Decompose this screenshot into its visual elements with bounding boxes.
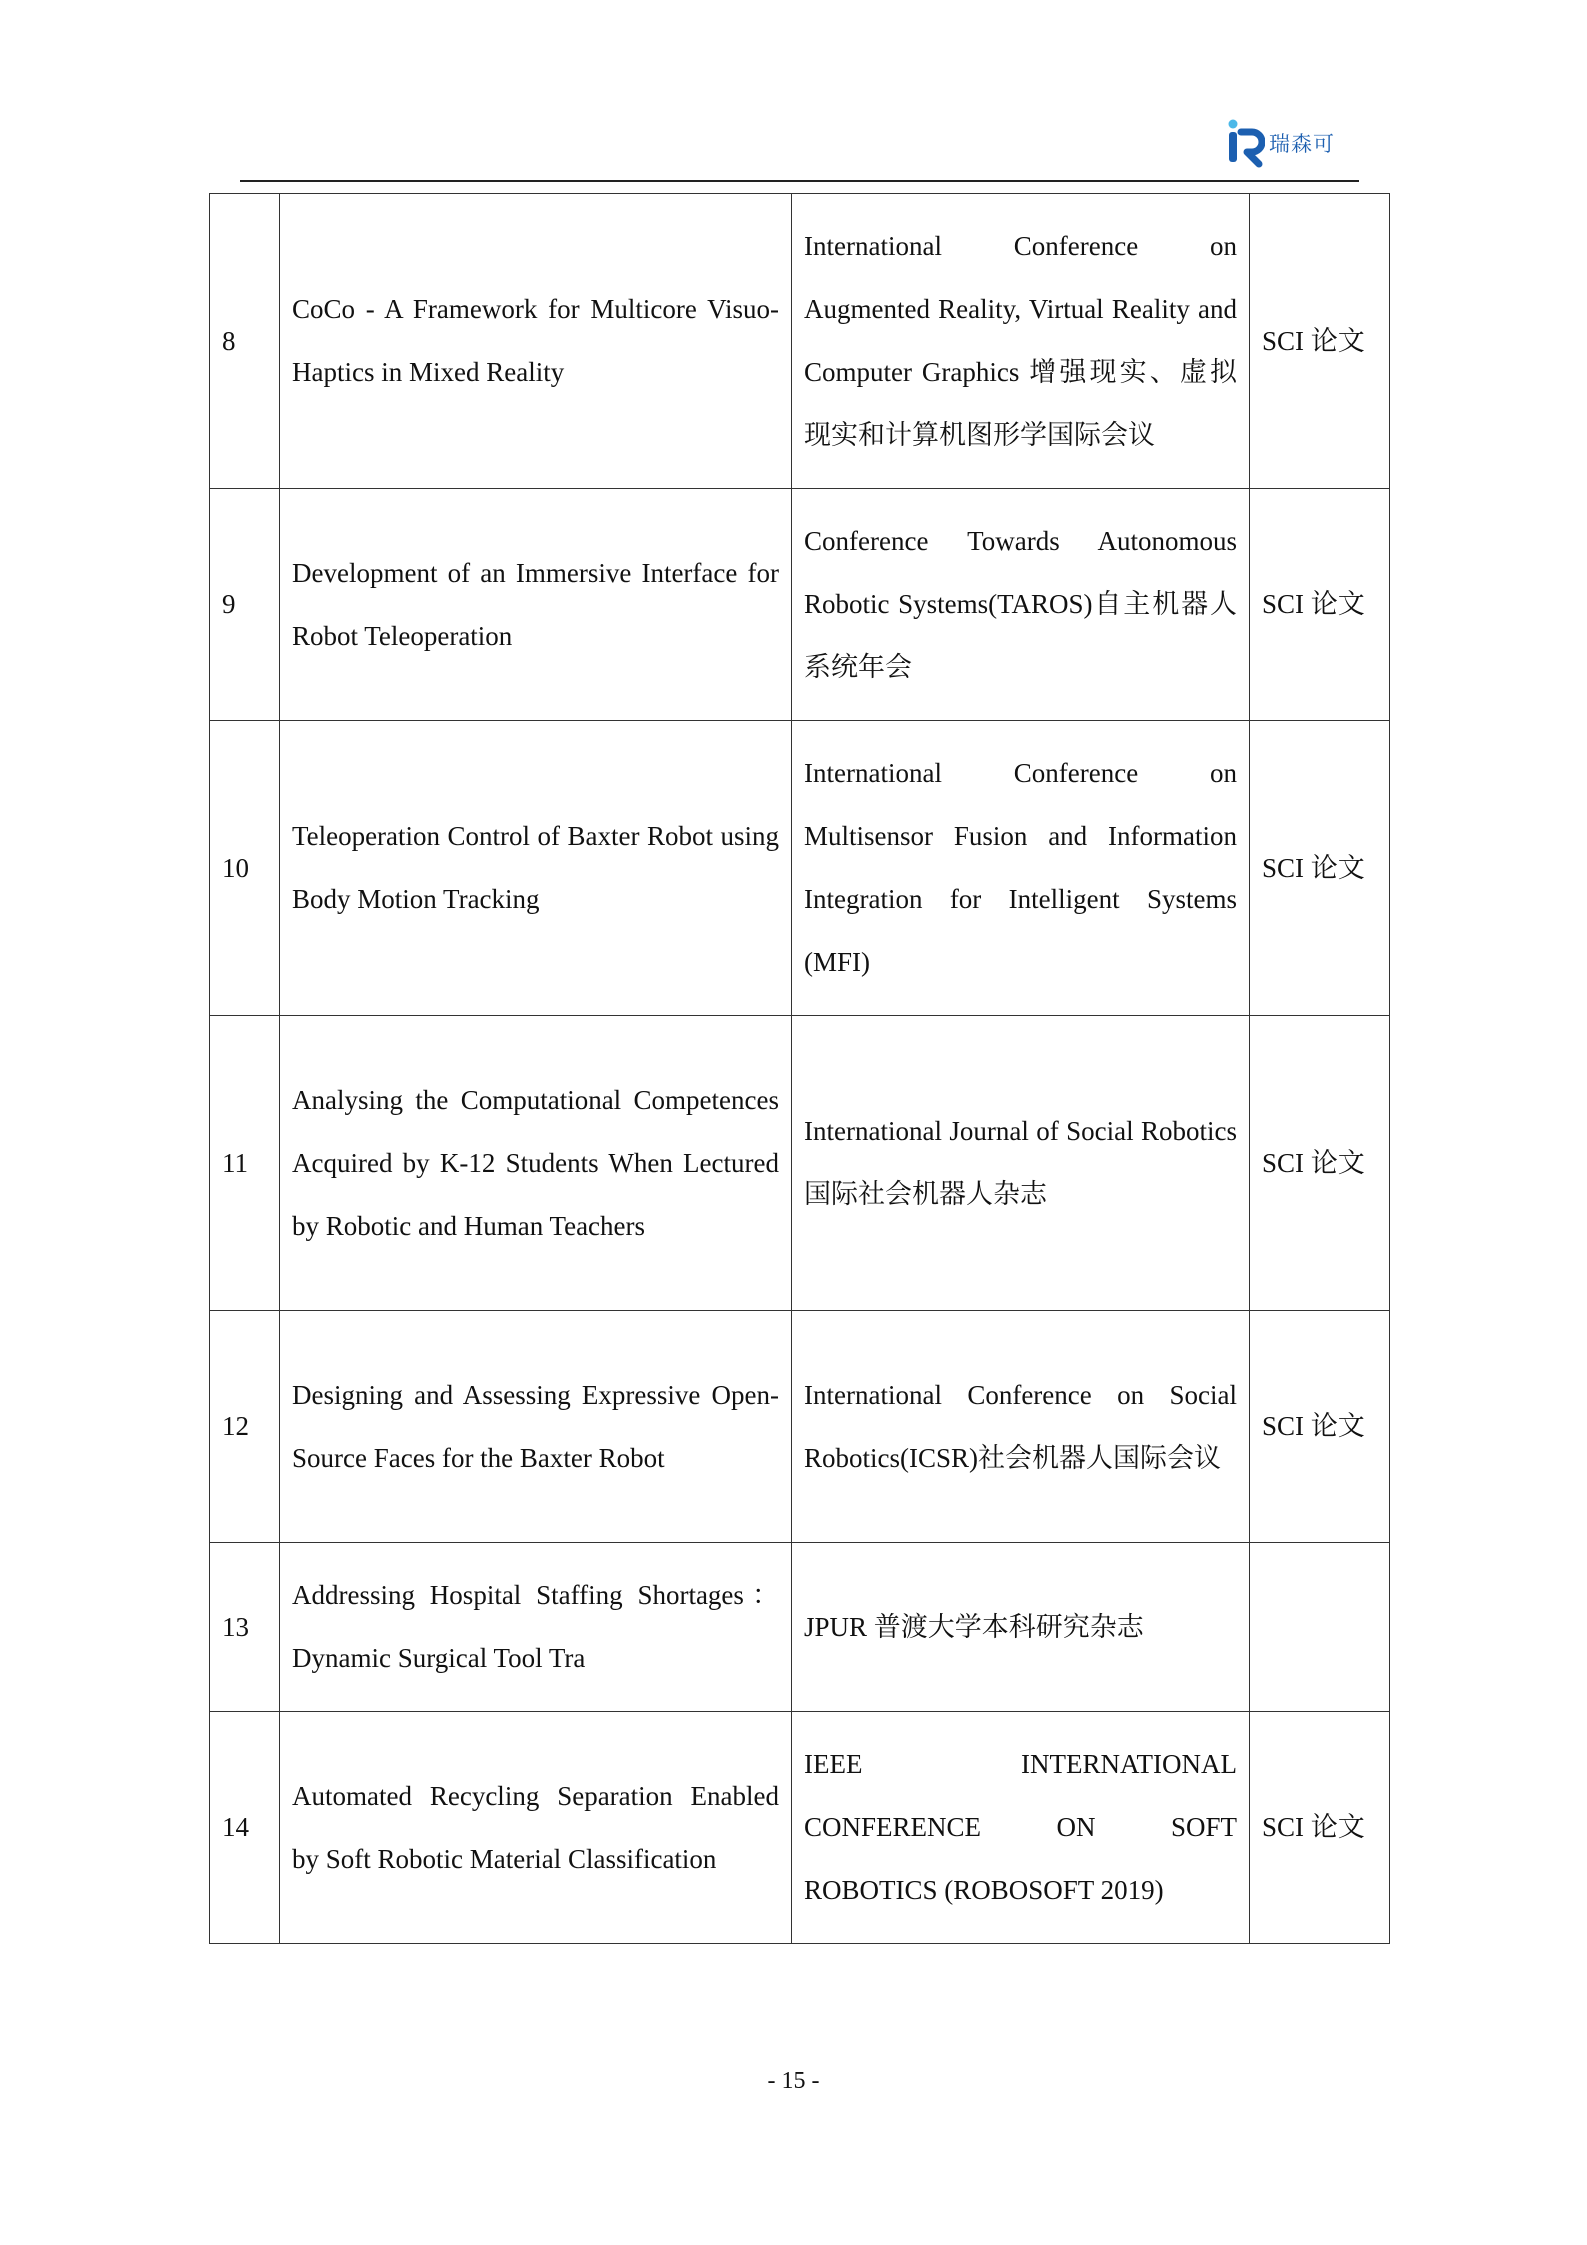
paper-type: SCI 论文 xyxy=(1250,1016,1390,1311)
row-number: 10 xyxy=(210,721,280,1016)
paper-title: Addressing Hospital Staffing Shortages：Dynamic Surgical Tool Tra xyxy=(280,1543,792,1712)
table-row xyxy=(210,721,1390,1016)
header-logo xyxy=(1225,118,1335,168)
table-row xyxy=(210,1311,1390,1543)
table-row xyxy=(210,1016,1390,1311)
paper-type: SCI 论文 xyxy=(1250,1712,1390,1944)
row-number: 11 xyxy=(210,1016,280,1311)
table-row xyxy=(210,1543,1390,1712)
logo-icon xyxy=(1225,118,1265,168)
paper-title: Automated Recycling Separation Enabled by Soft Robotic Material Classification xyxy=(280,1712,792,1944)
table-row xyxy=(210,489,1390,721)
paper-venue: International Conference on Multisensor Fusion and Information Integration for Intelligent Systems (MFI) xyxy=(792,721,1250,1016)
logo-text: 瑞森可 xyxy=(1269,132,1335,156)
papers-table xyxy=(209,193,1390,1944)
paper-title: CoCo - A Framework for Multicore Visuo-Haptics in Mixed Reality xyxy=(280,194,792,489)
paper-venue: International Journal of Social Robotics 国际社会机器人杂志 xyxy=(792,1016,1250,1311)
paper-type: SCI 论文 xyxy=(1250,489,1390,721)
page-number: - 15 - xyxy=(767,2068,820,2094)
paper-title: Teleoperation Control of Baxter Robot using Body Motion Tracking xyxy=(280,721,792,1016)
paper-type: SCI 论文 xyxy=(1250,194,1390,489)
paper-type: SCI 论文 xyxy=(1250,1311,1390,1543)
paper-venue: IEEE INTERNATIONAL CONFERENCE ON SOFT ROBOTICS (ROBOSOFT 2019) xyxy=(792,1712,1250,1944)
row-number: 8 xyxy=(210,194,280,489)
paper-title: Development of an Immersive Interface for Robot Teleoperation xyxy=(280,489,792,721)
header-rule xyxy=(240,180,1359,182)
row-number: 13 xyxy=(210,1543,280,1712)
paper-venue: International Conference on Social Robotics(ICSR)社会机器人国际会议 xyxy=(792,1311,1250,1543)
table-row xyxy=(210,1712,1390,1944)
paper-venue: International Conference on Augmented Reality, Virtual Reality and Computer Graphics 增强现实、虚拟现实和计算机图形学国际会议 xyxy=(792,194,1250,489)
row-number: 14 xyxy=(210,1712,280,1944)
row-number: 9 xyxy=(210,489,280,721)
row-number: 12 xyxy=(210,1311,280,1543)
paper-type xyxy=(1250,1543,1390,1712)
table-row xyxy=(210,194,1390,489)
paper-venue: Conference Towards Autonomous Robotic Systems(TAROS)自主机器人系统年会 xyxy=(792,489,1250,721)
paper-venue: JPUR 普渡大学本科研究杂志 xyxy=(792,1543,1250,1712)
paper-type: SCI 论文 xyxy=(1250,721,1390,1016)
paper-title: Designing and Assessing Expressive Open-Source Faces for the Baxter Robot xyxy=(280,1311,792,1543)
paper-title: Analysing the Computational Competences Acquired by K-12 Students When Lectured by Robotic and Human Teachers xyxy=(280,1016,792,1311)
